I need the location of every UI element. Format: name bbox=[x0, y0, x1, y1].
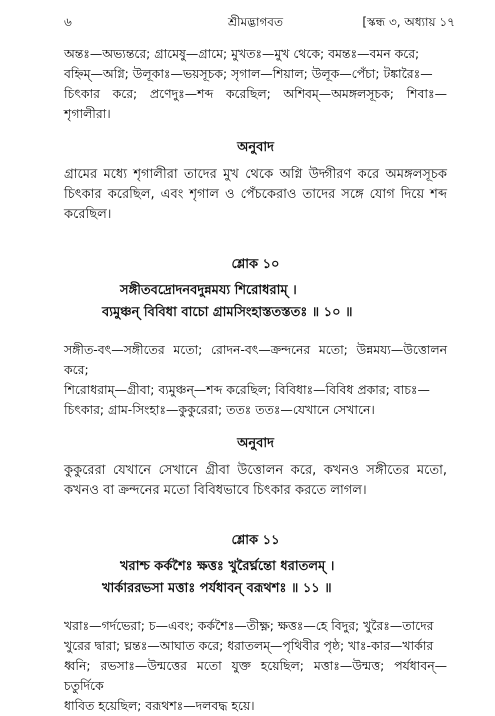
gloss-line: ধাবিত হয়েছিল; বরূথশঃ—দলবদ্ধ হয়ে। bbox=[64, 698, 255, 713]
gloss-line: ধ্বনি; রভসাঃ—উন্মত্তের মতো যুক্ত হয়েছিল; মত্তাঃ—উন্মত্ত; পর্যধাবন্—চতুর্দিকে bbox=[64, 658, 447, 693]
page-header bbox=[64, 14, 455, 40]
gloss-line: চিৎকার; গ্রাম-সিংহাঃ—কুকুরেরা; ততঃ ততঃ—যেখানে সেখানে। bbox=[64, 402, 375, 417]
word-meanings-verse-11 bbox=[64, 616, 447, 716]
translation-heading: অনুবাদ bbox=[237, 436, 274, 451]
gloss-line: খুরের দ্বারা; ঘ্নন্তঃ—আঘাত করে; ধরাতলম্—পৃথিবীর পৃষ্ঠ; খাঃ-কার—খার্কার bbox=[64, 638, 434, 653]
gloss-line: শিরোধরাম্—গ্রীবা; ব্যমুঞ্চন্—শব্দ করেছিল; বিবিধাঃ—বিবিধ প্রকার; বাচঃ— bbox=[64, 382, 430, 397]
page-number: ৬ bbox=[64, 15, 72, 29]
translation-heading: অনুবাদ bbox=[237, 140, 274, 155]
gloss-line: সঙ্গীত-বৎ—সঙ্গীতের মতো; রোদন-বৎ—ক্রন্দনের মতো; উন্নময্য—উত্তোলন করে; bbox=[64, 342, 447, 377]
gloss-line: অন্তঃ—অভ্যন্তরে; গ্রামেষু—গ্রামে; মুখতঃ—মুখ থেকে; বমন্তঃ—বমন করে; bbox=[64, 46, 420, 61]
verse-line: খার্কাররভসা মত্তাঃ পর্যধাবন্ বরূথশঃ ॥ ১১ ॥ bbox=[102, 581, 332, 596]
verse-line: খরাশ্চ কর্কশৈঃ ক্ষত্তঃ খুরৈর্ঘ্নন্তো ধরাতলম্ । bbox=[120, 559, 335, 574]
verse-11-text bbox=[64, 556, 447, 600]
translation-verse-10: কুকুরেরা যেখানে সেখানে গ্রীবা উত্তোলন করে, কখনও সঙ্গীতের মতো, কখনও বা ক্রন্দনের মতো বিবিধভাবে চিৎকার করতে লাগল। bbox=[64, 463, 447, 498]
gloss-line: বহ্নিম্—অগ্নি; উলূকাঃ—ভয়সূচক; সৃগাল—শিয়াল; উলূক—পেঁচা; টঙ্কারৈঃ— bbox=[64, 66, 433, 81]
word-meanings-verse-9 bbox=[64, 44, 447, 124]
verse-line: ব্যমুঞ্চন্ বিবিধা বাচো গ্রামসিংহাস্ততস্ততঃ ॥ ১০ ॥ bbox=[102, 305, 353, 320]
verse-line: সঙ্গীতবদ্রোদনবদুন্নময্য শিরোধরাম্ । bbox=[120, 283, 297, 298]
canto-chapter-label: [স্কন্ধ ৩, অধ্যায় ১৭ bbox=[362, 15, 455, 29]
gloss-line: চিৎকার করে; প্রণেদুঃ—শব্দ করেছিল; অশিবম্—অমঙ্গলসূচক; শিবাঃ—শৃগালীরা। bbox=[64, 86, 447, 121]
translation-verse-9: গ্রামের মধ্যে শৃগালীরা তাদের মুখ থেকে অগ্নি উদ্গীরণ করে অমঙ্গলসূচক চিৎকার করেছিল, এবং শৃগাল ও পেঁচকেরাও তাদের সঙ্গে যোগ দিয়ে শব্দ করেছিল। bbox=[64, 167, 447, 222]
verse-10-label: শ্লোক ১০ bbox=[231, 257, 280, 272]
verse-10-text bbox=[64, 280, 447, 324]
book-title: শ্রীমদ্ভাগবত bbox=[227, 15, 283, 29]
word-meanings-verse-10 bbox=[64, 340, 447, 420]
verse-11-label: শ্লোক ১১ bbox=[231, 533, 280, 548]
gloss-line: খরাঃ—গর্দভেরা; চ—এবং; কর্কশৈঃ—তীক্ষ্ণ; ক্ষত্তঃ—হে বিদুর; খুরৈঃ—তাদের bbox=[64, 618, 434, 633]
